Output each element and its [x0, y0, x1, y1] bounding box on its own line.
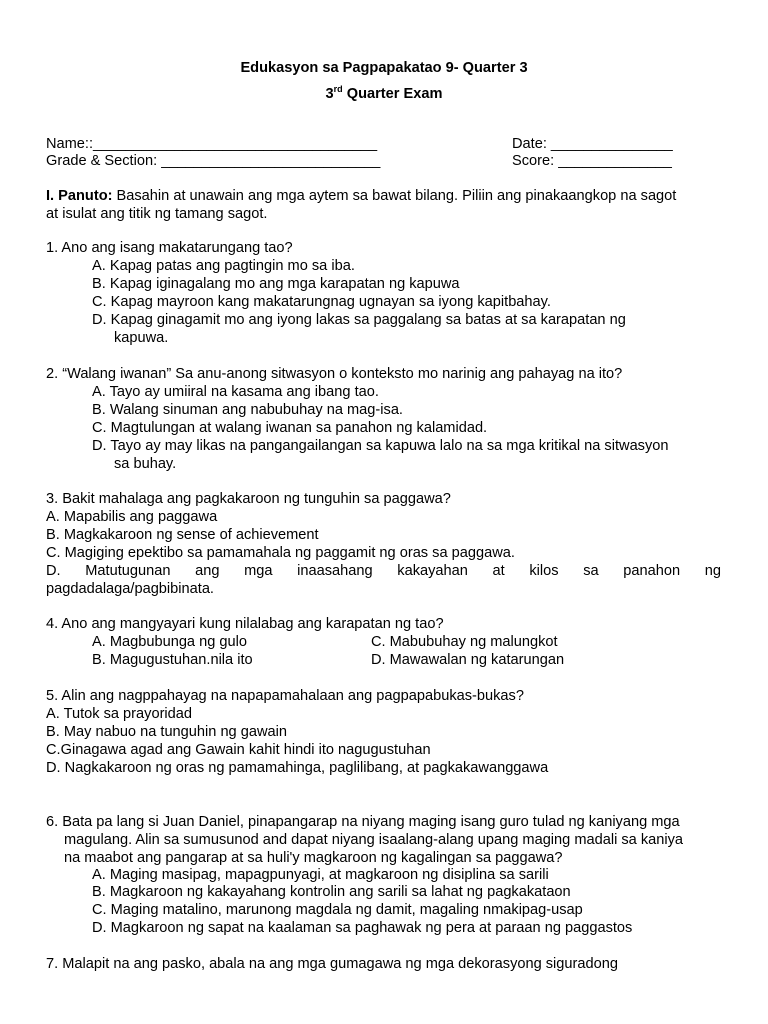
question-2: 2. “Walang iwanan” Sa anu-anong sitwasyon o konteksto mo narinig ang pahayag na ito?: [46, 366, 623, 382]
q5-option-d[interactable]: D. Nagkakaroon ng oras ng pamamahinga, paglilibang, at pagkakawanggawa: [46, 760, 549, 776]
q6-option-c[interactable]: C. Maging matalino, marunong magdala ng damit, magaling nmakipag-usap: [92, 902, 583, 918]
q2-option-a[interactable]: A. Tayo ay umiiral na kasama ang ibang tao.: [92, 384, 379, 400]
date-field[interactable]: Date: _______________: [512, 136, 673, 152]
q1-option-a[interactable]: A. Kapag patas ang pagtingin mo sa iba.: [92, 258, 355, 274]
instructions-label: I. Panuto:: [46, 188, 113, 204]
q3-option-d-cont: pagdadalaga/pagbibinata.: [46, 581, 214, 597]
q3-option-c[interactable]: C. Magiging epektibo sa pamamahala ng paggamit ng oras sa paggawa.: [46, 545, 515, 561]
q6-option-a[interactable]: A. Maging masipag, mapagpunyagi, at magkaroon ng disiplina sa sarili: [92, 867, 549, 883]
exam-subject-title: Edukasyon sa Pagpapakatao 9- Quarter 3: [240, 60, 528, 76]
score-field[interactable]: Score: ______________: [512, 153, 672, 169]
question-1: 1. Ano ang isang makatarungang tao?: [46, 240, 293, 256]
q2-option-b[interactable]: B. Walang sinuman ang nabubuhay na mag-isa.: [92, 402, 403, 418]
q2-option-c[interactable]: C. Magtulungan at walang iwanan sa panahon ng kalamidad.: [92, 420, 488, 436]
q4-option-c[interactable]: C. Mabubuhay ng malungkot: [371, 634, 558, 650]
question-6-cont-1: magulang. Alin sa sumusunod and dapat niyang isaalang-alang upang maging madali sa kaniya: [64, 832, 684, 848]
q3-option-b[interactable]: B. Magkakaroon ng sense of achievement: [46, 527, 319, 543]
q6-option-b[interactable]: B. Magkaroon ng kakayahang kontrolin ang sarili sa lahat ng pagkakataon: [92, 884, 571, 900]
q5-option-a[interactable]: A. Tutok sa prayoridad: [46, 706, 193, 722]
question-6: 6. Bata pa lang si Juan Daniel, pinapangarap na niyang maging isang guro tulad ng kaniyang mga: [46, 814, 680, 830]
q4-option-a[interactable]: A. Magbubunga ng gulo: [92, 634, 247, 650]
q1-option-d-cont: kapuwa.: [114, 330, 169, 346]
q2-option-d[interactable]: D. Tayo ay may likas na pangangailangan sa kapuwa lalo na sa mga kritikal na sitwasyon: [92, 438, 669, 454]
question-4: 4. Ano ang mangyayari kung nilalabag ang karapatan ng tao?: [46, 616, 444, 632]
q3-option-d[interactable]: D. Matutugunan ang mga inaasahang kakayahan at kilos sa panahon ng: [46, 563, 721, 579]
instructions: [46, 187, 676, 205]
question-7: 7. Malapit na ang pasko, abala na ang mga gumagawa ng mga dekorasyong siguradong: [46, 956, 618, 972]
exam-quarter-ordinal: rd: [333, 84, 343, 94]
q1-option-d[interactable]: D. Kapag ginagamit mo ang iyong lakas sa paggalang sa batas at sa karapatan ng: [92, 312, 626, 328]
q5-option-c[interactable]: C.Ginagawa agad ang Gawain kahit hindi ito nagugustuhan: [46, 742, 431, 758]
q6-option-d[interactable]: D. Magkaroon ng sapat na kaalaman sa paghawak ng pera at paraan ng paggastos: [92, 920, 633, 936]
question-5: 5. Alin ang nagppahayag na napapamahalaan ang pagpapabukas-bukas?: [46, 688, 524, 704]
name-field[interactable]: Name::___________________________________: [46, 136, 378, 152]
exam-quarter-number: 3: [325, 86, 334, 102]
exam-quarter-text: Quarter Exam: [342, 86, 443, 102]
exam-quarter-title: [0, 86, 768, 102]
q3-option-a[interactable]: A. Mapabilis ang paggawa: [46, 509, 218, 525]
question-6-cont-2: na maabot ang pangarap at sa huli'y magkaroon ng kagalingan sa paggawa?: [64, 850, 563, 866]
question-3: 3. Bakit mahalaga ang pagkakaroon ng tunguhin sa paggawa?: [46, 491, 451, 507]
grade-section-field[interactable]: Grade & Section: ___________________________: [46, 153, 381, 169]
instructions-text: Basahin at unawain ang mga aytem sa bawat bilang. Piliin ang pinakaangkop na sagot: [112, 188, 677, 204]
q4-option-b[interactable]: B. Magugustuhan.nila ito: [92, 652, 253, 668]
q2-option-d-cont: sa buhay.: [114, 456, 177, 472]
instructions-text-cont: at isulat ang titik ng tamang sagot.: [46, 206, 268, 222]
q1-option-b[interactable]: B. Kapag iginagalang mo ang mga karapatan ng kapuwa: [92, 276, 460, 292]
q4-option-d[interactable]: D. Mawawalan ng katarungan: [371, 652, 565, 668]
q5-option-b[interactable]: B. May nabuo na tunguhin ng gawain: [46, 724, 287, 740]
q1-option-c[interactable]: C. Kapag mayroon kang makatarungnag ugnayan sa iyong kapitbahay.: [92, 294, 551, 310]
